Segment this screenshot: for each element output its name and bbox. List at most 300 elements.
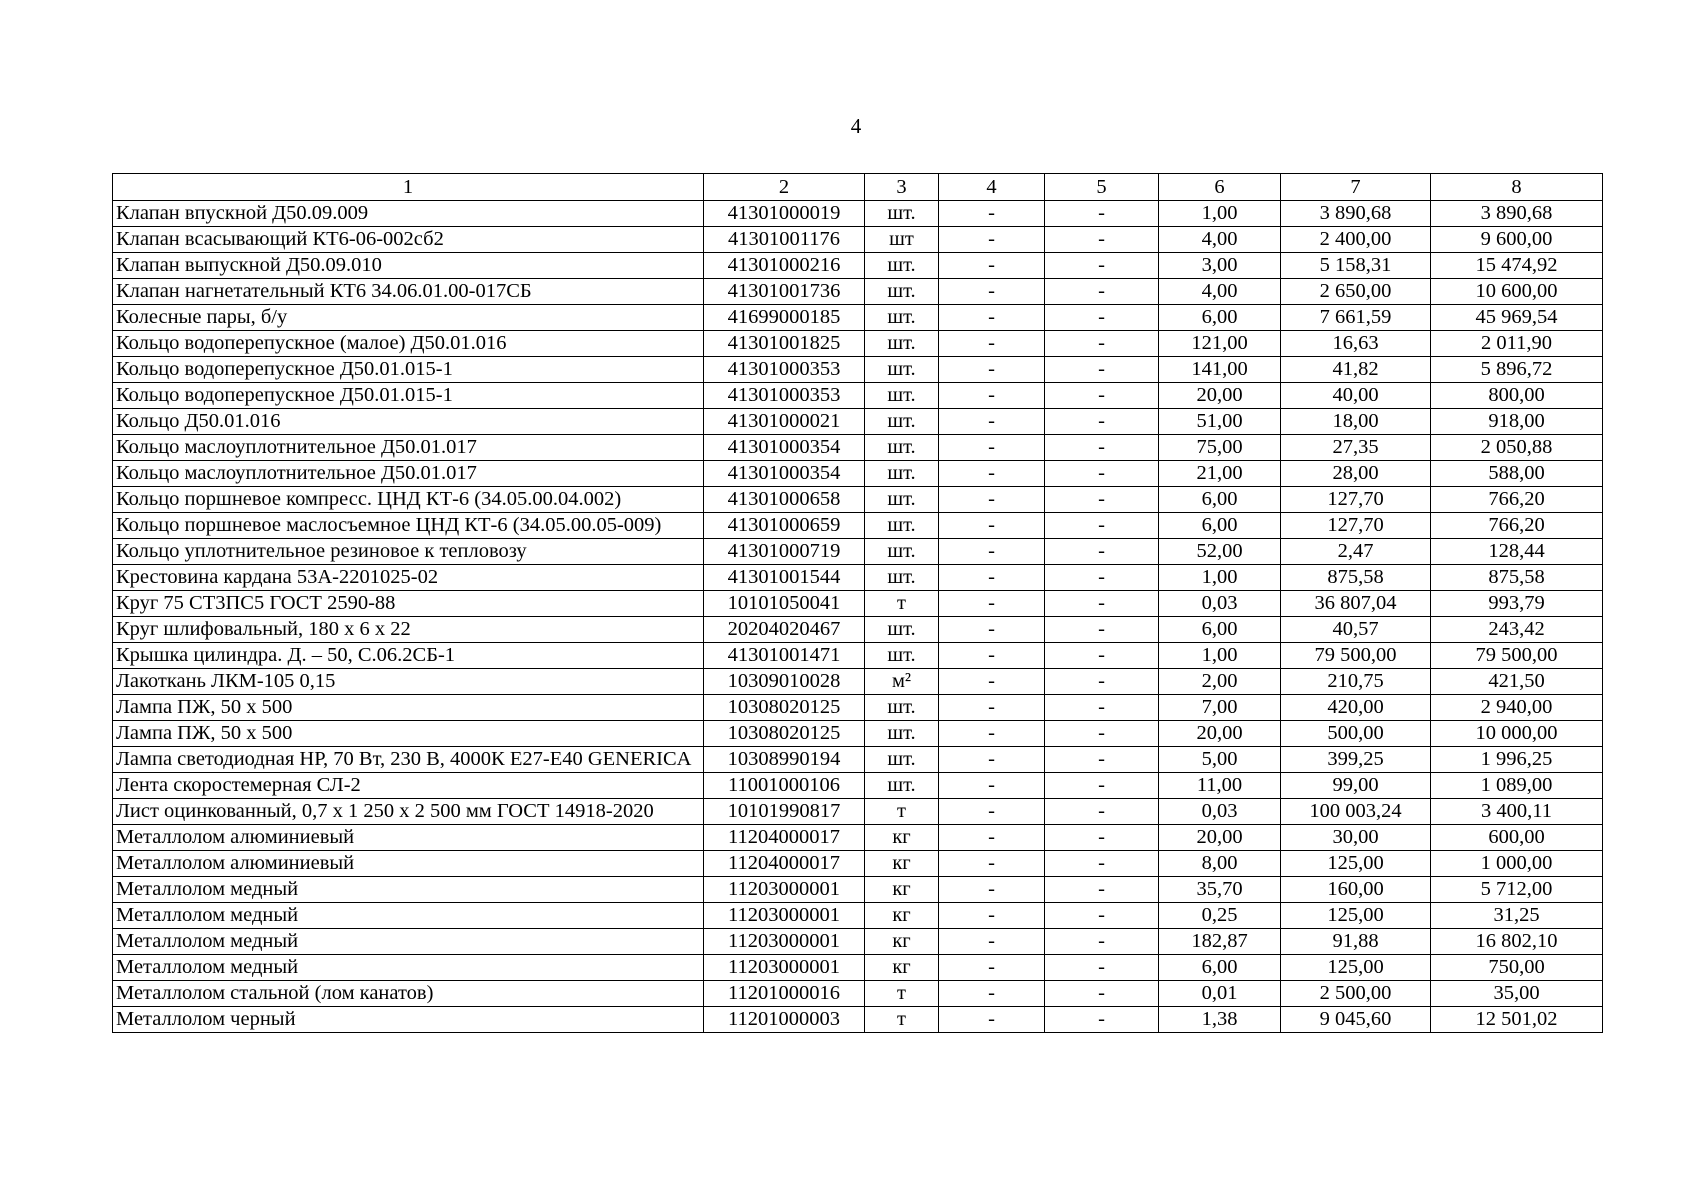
unit-cell: т (865, 799, 939, 825)
table-row (113, 279, 1603, 305)
price-cell: 399,25 (1281, 747, 1431, 773)
column-4-cell: - (939, 1007, 1045, 1033)
item-code-cell: 10308020125 (704, 721, 865, 747)
price-cell: 125,00 (1281, 955, 1431, 981)
price-cell: 500,00 (1281, 721, 1431, 747)
column-5-cell: - (1045, 1007, 1159, 1033)
table-row (113, 435, 1603, 461)
item-name-cell: Металлолом медный (113, 955, 704, 981)
item-code-cell: 10101050041 (704, 591, 865, 617)
item-code-cell: 41301000354 (704, 435, 865, 461)
unit-cell: шт. (865, 565, 939, 591)
price-cell: 79 500,00 (1281, 643, 1431, 669)
item-name-cell: Кольцо Д50.01.016 (113, 409, 704, 435)
unit-cell: шт. (865, 409, 939, 435)
table-row (113, 877, 1603, 903)
amount-cell: 79 500,00 (1431, 643, 1603, 669)
item-name-cell: Металлолом алюминиевый (113, 851, 704, 877)
quantity-cell: 6,00 (1159, 305, 1281, 331)
item-code-cell: 41301000019 (704, 201, 865, 227)
quantity-cell: 6,00 (1159, 513, 1281, 539)
unit-cell: шт. (865, 617, 939, 643)
inventory-table (112, 173, 1603, 1033)
column-5-cell: - (1045, 747, 1159, 773)
column-5-cell: - (1045, 461, 1159, 487)
unit-cell: шт. (865, 305, 939, 331)
item-name-cell: Лампа ПЖ, 50 х 500 (113, 695, 704, 721)
quantity-cell: 6,00 (1159, 955, 1281, 981)
amount-cell: 3 890,68 (1431, 201, 1603, 227)
column-4-cell: - (939, 929, 1045, 955)
quantity-cell: 4,00 (1159, 227, 1281, 253)
column-5-cell: - (1045, 565, 1159, 591)
quantity-cell: 75,00 (1159, 435, 1281, 461)
table-row (113, 539, 1603, 565)
table-row (113, 643, 1603, 669)
item-name-cell: Металлолом черный (113, 1007, 704, 1033)
quantity-cell: 182,87 (1159, 929, 1281, 955)
price-cell: 99,00 (1281, 773, 1431, 799)
price-cell: 30,00 (1281, 825, 1431, 851)
column-5-cell: - (1045, 279, 1159, 305)
price-cell: 41,82 (1281, 357, 1431, 383)
column-5-cell: - (1045, 617, 1159, 643)
amount-cell: 10 600,00 (1431, 279, 1603, 305)
column-5-cell: - (1045, 903, 1159, 929)
table-body (113, 174, 1603, 1033)
quantity-cell: 11,00 (1159, 773, 1281, 799)
column-5-cell: - (1045, 513, 1159, 539)
column-5-cell: - (1045, 487, 1159, 513)
table-header-row (113, 174, 1603, 201)
column-5-cell: - (1045, 357, 1159, 383)
item-name-cell: Кольцо поршневое маслосъемное ЦНД КТ-6 (34.05.00.05-009) (113, 513, 704, 539)
unit-cell: шт. (865, 487, 939, 513)
unit-cell: кг (865, 955, 939, 981)
column-4-cell: - (939, 253, 1045, 279)
table-row (113, 929, 1603, 955)
price-cell: 36 807,04 (1281, 591, 1431, 617)
column-5-cell: - (1045, 305, 1159, 331)
item-code-cell: 41301001176 (704, 227, 865, 253)
column-4-cell: - (939, 955, 1045, 981)
amount-cell: 3 400,11 (1431, 799, 1603, 825)
amount-cell: 750,00 (1431, 955, 1603, 981)
amount-cell: 15 474,92 (1431, 253, 1603, 279)
amount-cell: 2 050,88 (1431, 435, 1603, 461)
item-code-cell: 10101990817 (704, 799, 865, 825)
item-code-cell: 41699000185 (704, 305, 865, 331)
amount-cell: 5 896,72 (1431, 357, 1603, 383)
table-row (113, 851, 1603, 877)
amount-cell: 766,20 (1431, 487, 1603, 513)
column-4-cell: - (939, 279, 1045, 305)
table-row (113, 513, 1603, 539)
table-row (113, 383, 1603, 409)
unit-cell: шт. (865, 747, 939, 773)
item-name-cell: Кольцо водоперепускное (малое) Д50.01.016 (113, 331, 704, 357)
column-4-cell: - (939, 201, 1045, 227)
quantity-cell: 4,00 (1159, 279, 1281, 305)
item-code-cell: 20204020467 (704, 617, 865, 643)
table-row (113, 695, 1603, 721)
quantity-cell: 1,00 (1159, 643, 1281, 669)
table-row (113, 461, 1603, 487)
quantity-cell: 141,00 (1159, 357, 1281, 383)
column-4-cell: - (939, 617, 1045, 643)
table-row (113, 305, 1603, 331)
column-header-3: 3 (865, 174, 939, 201)
item-name-cell: Кольцо водоперепускное Д50.01.015-1 (113, 383, 704, 409)
column-4-cell: - (939, 981, 1045, 1007)
column-4-cell: - (939, 565, 1045, 591)
item-code-cell: 11203000001 (704, 929, 865, 955)
amount-cell: 128,44 (1431, 539, 1603, 565)
price-cell: 18,00 (1281, 409, 1431, 435)
item-name-cell: Колесные пары, б/у (113, 305, 704, 331)
price-cell: 7 661,59 (1281, 305, 1431, 331)
item-name-cell: Лампа светодиодная НР, 70 Вт, 230 В, 4000К Е27-Е40 GENERICA (113, 747, 704, 773)
item-code-cell: 41301000216 (704, 253, 865, 279)
unit-cell: шт (865, 227, 939, 253)
quantity-cell: 20,00 (1159, 721, 1281, 747)
amount-cell: 1 996,25 (1431, 747, 1603, 773)
column-4-cell: - (939, 591, 1045, 617)
item-code-cell: 10308020125 (704, 695, 865, 721)
item-name-cell: Металлолом медный (113, 929, 704, 955)
item-name-cell: Лента скоростемерная СЛ-2 (113, 773, 704, 799)
price-cell: 100 003,24 (1281, 799, 1431, 825)
table-row (113, 981, 1603, 1007)
quantity-cell: 7,00 (1159, 695, 1281, 721)
column-5-cell: - (1045, 929, 1159, 955)
item-name-cell: Кольцо уплотнительное резиновое к тепловозу (113, 539, 704, 565)
price-cell: 5 158,31 (1281, 253, 1431, 279)
column-4-cell: - (939, 695, 1045, 721)
column-4-cell: - (939, 799, 1045, 825)
price-cell: 875,58 (1281, 565, 1431, 591)
amount-cell: 600,00 (1431, 825, 1603, 851)
page-number: 4 (850, 114, 862, 138)
column-5-cell: - (1045, 773, 1159, 799)
amount-cell: 588,00 (1431, 461, 1603, 487)
quantity-cell: 51,00 (1159, 409, 1281, 435)
unit-cell: шт. (865, 773, 939, 799)
column-5-cell: - (1045, 851, 1159, 877)
table-row (113, 721, 1603, 747)
amount-cell: 45 969,54 (1431, 305, 1603, 331)
column-5-cell: - (1045, 669, 1159, 695)
table-row (113, 253, 1603, 279)
quantity-cell: 21,00 (1159, 461, 1281, 487)
amount-cell: 875,58 (1431, 565, 1603, 591)
item-code-cell: 11203000001 (704, 903, 865, 929)
column-5-cell: - (1045, 331, 1159, 357)
item-name-cell: Клапан всасывающий КТ6-06-002сб2 (113, 227, 704, 253)
item-name-cell: Клапан выпускной Д50.09.010 (113, 253, 704, 279)
column-5-cell: - (1045, 383, 1159, 409)
item-code-cell: 41301000021 (704, 409, 865, 435)
item-code-cell: 41301000659 (704, 513, 865, 539)
price-cell: 27,35 (1281, 435, 1431, 461)
column-4-cell: - (939, 877, 1045, 903)
price-cell: 91,88 (1281, 929, 1431, 955)
price-cell: 127,70 (1281, 487, 1431, 513)
item-name-cell: Кольцо водоперепускное Д50.01.015-1 (113, 357, 704, 383)
price-cell: 125,00 (1281, 903, 1431, 929)
table-row (113, 825, 1603, 851)
amount-cell: 766,20 (1431, 513, 1603, 539)
quantity-cell: 6,00 (1159, 617, 1281, 643)
table-row (113, 669, 1603, 695)
quantity-cell: 5,00 (1159, 747, 1281, 773)
item-name-cell: Металлолом стальной (лом канатов) (113, 981, 704, 1007)
unit-cell: шт. (865, 513, 939, 539)
item-name-cell: Лакоткань ЛКМ-105 0,15 (113, 669, 704, 695)
quantity-cell: 8,00 (1159, 851, 1281, 877)
amount-cell: 1 000,00 (1431, 851, 1603, 877)
price-cell: 2,47 (1281, 539, 1431, 565)
quantity-cell: 0,25 (1159, 903, 1281, 929)
unit-cell: м² (865, 669, 939, 695)
column-5-cell: - (1045, 591, 1159, 617)
table-row (113, 1007, 1603, 1033)
price-cell: 125,00 (1281, 851, 1431, 877)
unit-cell: шт. (865, 357, 939, 383)
item-name-cell: Клапан нагнетательный КТ6 34.06.01.00-017СБ (113, 279, 704, 305)
quantity-cell: 20,00 (1159, 383, 1281, 409)
table-row (113, 565, 1603, 591)
column-header-8: 8 (1431, 174, 1603, 201)
table-row (113, 747, 1603, 773)
item-code-cell: 41301000658 (704, 487, 865, 513)
amount-cell: 5 712,00 (1431, 877, 1603, 903)
item-name-cell: Кольцо маслоуплотнительное Д50.01.017 (113, 461, 704, 487)
item-code-cell: 41301001471 (704, 643, 865, 669)
column-5-cell: - (1045, 227, 1159, 253)
column-4-cell: - (939, 539, 1045, 565)
column-header-2: 2 (704, 174, 865, 201)
column-4-cell: - (939, 331, 1045, 357)
quantity-cell: 0,03 (1159, 799, 1281, 825)
unit-cell: шт. (865, 461, 939, 487)
item-code-cell: 41301001736 (704, 279, 865, 305)
amount-cell: 918,00 (1431, 409, 1603, 435)
column-5-cell: - (1045, 253, 1159, 279)
column-5-cell: - (1045, 409, 1159, 435)
quantity-cell: 20,00 (1159, 825, 1281, 851)
column-4-cell: - (939, 435, 1045, 461)
amount-cell: 16 802,10 (1431, 929, 1603, 955)
item-name-cell: Клапан впускной Д50.09.009 (113, 201, 704, 227)
price-cell: 3 890,68 (1281, 201, 1431, 227)
column-5-cell: - (1045, 695, 1159, 721)
unit-cell: шт. (865, 201, 939, 227)
unit-cell: шт. (865, 643, 939, 669)
column-header-1: 1 (113, 174, 704, 201)
column-4-cell: - (939, 851, 1045, 877)
column-5-cell: - (1045, 201, 1159, 227)
item-name-cell: Металлолом медный (113, 877, 704, 903)
column-5-cell: - (1045, 435, 1159, 461)
item-name-cell: Металлолом медный (113, 903, 704, 929)
item-name-cell: Металлолом алюминиевый (113, 825, 704, 851)
column-4-cell: - (939, 903, 1045, 929)
unit-cell: шт. (865, 253, 939, 279)
unit-cell: т (865, 1007, 939, 1033)
unit-cell: т (865, 981, 939, 1007)
price-cell: 2 400,00 (1281, 227, 1431, 253)
table-row (113, 357, 1603, 383)
table-row (113, 799, 1603, 825)
item-code-cell: 11204000017 (704, 825, 865, 851)
column-header-4: 4 (939, 174, 1045, 201)
item-code-cell: 11203000001 (704, 877, 865, 903)
price-cell: 127,70 (1281, 513, 1431, 539)
column-5-cell: - (1045, 721, 1159, 747)
amount-cell: 31,25 (1431, 903, 1603, 929)
column-4-cell: - (939, 409, 1045, 435)
amount-cell: 12 501,02 (1431, 1007, 1603, 1033)
price-cell: 40,00 (1281, 383, 1431, 409)
quantity-cell: 6,00 (1159, 487, 1281, 513)
item-code-cell: 11201000003 (704, 1007, 865, 1033)
amount-cell: 1 089,00 (1431, 773, 1603, 799)
table-row (113, 201, 1603, 227)
amount-cell: 35,00 (1431, 981, 1603, 1007)
table-row (113, 617, 1603, 643)
item-code-cell: 10308990194 (704, 747, 865, 773)
item-code-cell: 41301000353 (704, 383, 865, 409)
item-name-cell: Лист оцинкованный, 0,7 х 1 250 х 2 500 мм ГОСТ 14918-2020 (113, 799, 704, 825)
column-5-cell: - (1045, 877, 1159, 903)
item-code-cell: 41301001544 (704, 565, 865, 591)
table-row (113, 227, 1603, 253)
column-4-cell: - (939, 357, 1045, 383)
unit-cell: шт. (865, 695, 939, 721)
price-cell: 420,00 (1281, 695, 1431, 721)
price-cell: 9 045,60 (1281, 1007, 1431, 1033)
unit-cell: кг (865, 929, 939, 955)
item-code-cell: 41301000719 (704, 539, 865, 565)
amount-cell: 9 600,00 (1431, 227, 1603, 253)
price-cell: 2 650,00 (1281, 279, 1431, 305)
column-5-cell: - (1045, 643, 1159, 669)
item-code-cell: 11201000016 (704, 981, 865, 1007)
column-5-cell: - (1045, 955, 1159, 981)
item-code-cell: 11204000017 (704, 851, 865, 877)
amount-cell: 2 940,00 (1431, 695, 1603, 721)
item-code-cell: 10309010028 (704, 669, 865, 695)
column-header-6: 6 (1159, 174, 1281, 201)
price-cell: 40,57 (1281, 617, 1431, 643)
price-cell: 28,00 (1281, 461, 1431, 487)
amount-cell: 993,79 (1431, 591, 1603, 617)
unit-cell: шт. (865, 539, 939, 565)
unit-cell: шт. (865, 279, 939, 305)
unit-cell: шт. (865, 331, 939, 357)
column-5-cell: - (1045, 825, 1159, 851)
amount-cell: 243,42 (1431, 617, 1603, 643)
column-5-cell: - (1045, 539, 1159, 565)
item-name-cell: Круг 75 СТ3ПС5 ГОСТ 2590-88 (113, 591, 704, 617)
quantity-cell: 0,01 (1159, 981, 1281, 1007)
amount-cell: 800,00 (1431, 383, 1603, 409)
table-row (113, 331, 1603, 357)
column-4-cell: - (939, 227, 1045, 253)
column-4-cell: - (939, 669, 1045, 695)
quantity-cell: 1,00 (1159, 565, 1281, 591)
column-4-cell: - (939, 721, 1045, 747)
amount-cell: 10 000,00 (1431, 721, 1603, 747)
column-4-cell: - (939, 383, 1045, 409)
table-row (113, 903, 1603, 929)
unit-cell: кг (865, 877, 939, 903)
table-row (113, 487, 1603, 513)
unit-cell: кг (865, 903, 939, 929)
price-cell: 160,00 (1281, 877, 1431, 903)
unit-cell: шт. (865, 435, 939, 461)
column-4-cell: - (939, 487, 1045, 513)
column-5-cell: - (1045, 799, 1159, 825)
quantity-cell: 35,70 (1159, 877, 1281, 903)
column-header-5: 5 (1045, 174, 1159, 201)
quantity-cell: 52,00 (1159, 539, 1281, 565)
unit-cell: шт. (865, 383, 939, 409)
item-name-cell: Лампа ПЖ, 50 х 500 (113, 721, 704, 747)
item-name-cell: Кольцо поршневое компресс. ЦНД КТ-6 (34.05.00.04.002) (113, 487, 704, 513)
item-name-cell: Круг шлифовальный, 180 х 6 х 22 (113, 617, 704, 643)
column-4-cell: - (939, 513, 1045, 539)
quantity-cell: 121,00 (1159, 331, 1281, 357)
item-code-cell: 11001000106 (704, 773, 865, 799)
column-4-cell: - (939, 643, 1045, 669)
item-code-cell: 41301000354 (704, 461, 865, 487)
amount-cell: 421,50 (1431, 669, 1603, 695)
amount-cell: 2 011,90 (1431, 331, 1603, 357)
quantity-cell: 1,00 (1159, 201, 1281, 227)
table-row (113, 773, 1603, 799)
unit-cell: кг (865, 825, 939, 851)
price-cell: 210,75 (1281, 669, 1431, 695)
item-code-cell: 41301001825 (704, 331, 865, 357)
unit-cell: т (865, 591, 939, 617)
column-4-cell: - (939, 825, 1045, 851)
column-4-cell: - (939, 747, 1045, 773)
item-name-cell: Крышка цилиндра. Д. – 50, С.06.2СБ-1 (113, 643, 704, 669)
column-5-cell: - (1045, 981, 1159, 1007)
quantity-cell: 1,38 (1159, 1007, 1281, 1033)
price-cell: 2 500,00 (1281, 981, 1431, 1007)
table-row (113, 955, 1603, 981)
item-name-cell: Крестовина кардана 53А-2201025-02 (113, 565, 704, 591)
unit-cell: шт. (865, 721, 939, 747)
item-name-cell: Кольцо маслоуплотнительное Д50.01.017 (113, 435, 704, 461)
column-4-cell: - (939, 461, 1045, 487)
column-4-cell: - (939, 305, 1045, 331)
price-cell: 16,63 (1281, 331, 1431, 357)
item-code-cell: 41301000353 (704, 357, 865, 383)
table-row (113, 591, 1603, 617)
quantity-cell: 2,00 (1159, 669, 1281, 695)
unit-cell: кг (865, 851, 939, 877)
quantity-cell: 3,00 (1159, 253, 1281, 279)
column-4-cell: - (939, 773, 1045, 799)
quantity-cell: 0,03 (1159, 591, 1281, 617)
column-header-7: 7 (1281, 174, 1431, 201)
table-row (113, 409, 1603, 435)
item-code-cell: 11203000001 (704, 955, 865, 981)
